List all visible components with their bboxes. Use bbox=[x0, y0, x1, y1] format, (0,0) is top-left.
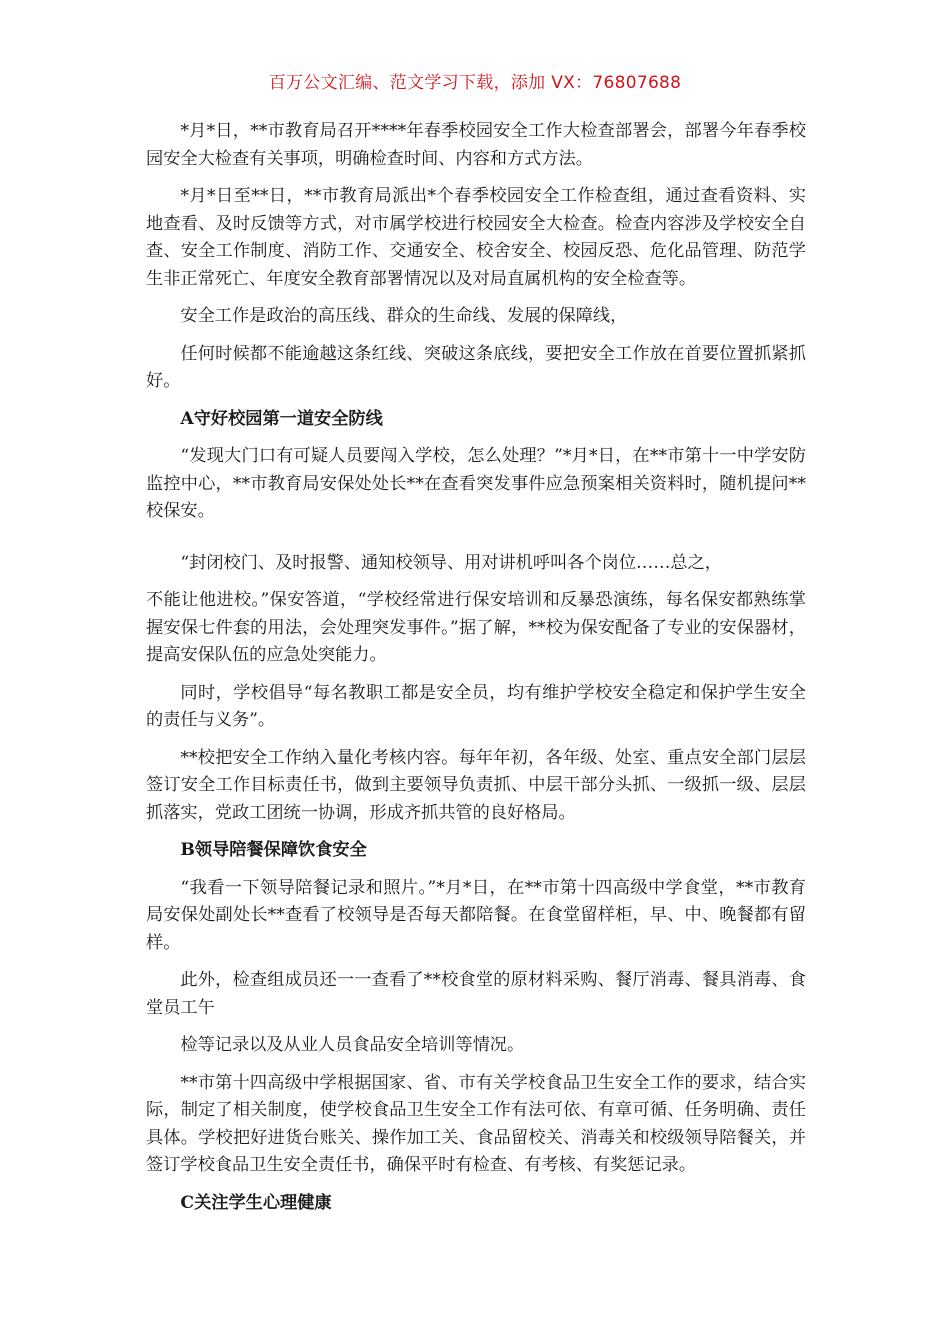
paragraph: 此外，检查组成员还一一查看了**校食堂的原材料采购、餐厅消毒、餐具消毒、食堂员工午 bbox=[146, 970, 806, 1018]
paragraph: 不能让他进校。”保安答道，“学校经常进行保安培训和反暴恐演练，每名保安都熟练掌握安保七件套的用法，会处理突发事件。”据了解，**校为保安配备了专业的安保器材，提高安保队伍的应急处突能力。 bbox=[146, 590, 806, 665]
paragraph: *月*日，**市教育局召开****年春季校园安全工作大检查部署会，部署今年春季校园安全大检查有关事项，明确检查时间、内容和方式方法。 bbox=[146, 121, 806, 169]
watermark-banner: 百万公文汇编、范文学习下载，添加 VX：76807688 bbox=[268, 73, 682, 93]
paragraph: 检等记录以及从业人员食品安全培训等情况。 bbox=[180, 1035, 525, 1055]
paragraph: “我看一下领导陪餐记录和照片。”*月*日，在**市第十四高级中学食堂，**市教育局安保处副处长**查看了校领导是否每天都陪餐。在食堂留样柜，早、中、晚餐都有留样。 bbox=[146, 877, 806, 953]
paragraph: 同时，学校倡导“每名教职工都是安全员，均有维护学校安全稳定和保护学生安全的责任与义务”。 bbox=[146, 682, 806, 730]
paragraph: *月*日至**日，**市教育局派出*个春季校园安全工作检查组，通过查看资料、实地查看、及时反馈等方式，对市属学校进行校园安全大检查。检查内容涉及学校安全自查、安全工作制度、消防工作、交通安全、校舍安全、校园反恐、危化品管理、防范学生非正常死亡、年度安全教育部署情况以及对局直属机构的安全检查等。 bbox=[146, 186, 806, 289]
section-heading-c: C关注学生心理健康 bbox=[180, 1192, 332, 1213]
paragraph: 安全工作是政治的高压线、群众的生命线、发展的保障线， bbox=[180, 306, 628, 326]
paragraph: “发现大门口有可疑人员要闯入学校，怎么处理？”*月*日，在**市第十一中学安防监控中心，**市教育局安保处处长**在查看突发事件应急预案相关资料时，随机提问**校保安。 bbox=[146, 446, 806, 521]
section-heading-b: B领导陪餐保障饮食安全 bbox=[180, 840, 367, 860]
paragraph: **校把安全工作纳入量化考核内容。每年年初，各年级、处室、重点安全部门层层签订安全工作目标责任书，做到主要领导负责抓、中层干部分头抓、一级抓一级、层层抓落实，党政工团统一协调，形成齐抓共管的良好格局。 bbox=[146, 747, 806, 823]
section-heading-a: A守好校园第一道安全防线 bbox=[180, 408, 383, 429]
document-body bbox=[146, 118, 806, 1227]
paragraph: 任何时候都不能逾越这条红线、突破这条底线，要把安全工作放在首要位置抓紧抓好。 bbox=[146, 343, 806, 391]
paragraph: **市第十四高级中学根据国家、省、市有关学校食品卫生安全工作的要求，结合实际，制定了相关制度，使学校食品卫生安全工作有法可依、有章可循、任务明确、责任具体。学校把好进货台账关、操作加工关、食品留校关、消毒关和校级领导陪餐关，并签订学校食品卫生安全责任书，确保平时有检查、有考核、有奖惩记录。 bbox=[146, 1072, 806, 1175]
paragraph: “封闭校门、及时报警、通知校领导、用对讲机呼叫各个岗位……总之， bbox=[180, 552, 722, 573]
